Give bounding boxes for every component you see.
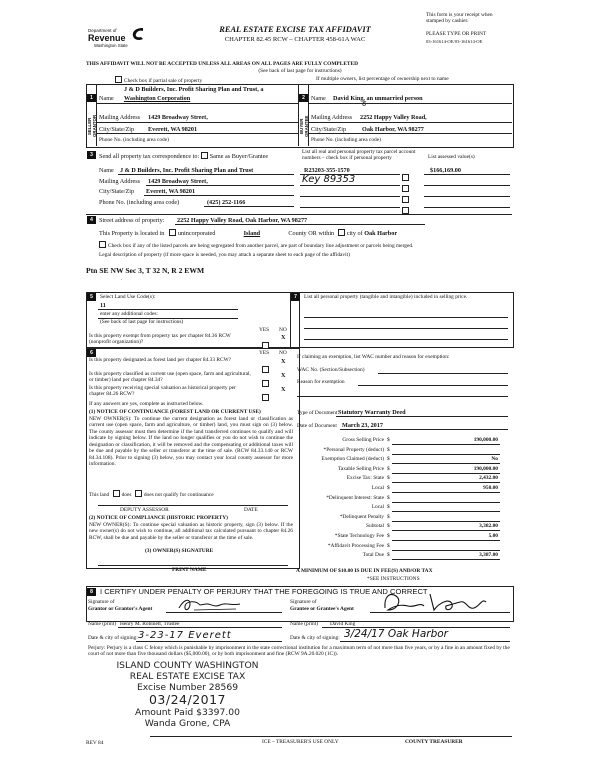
stamp-amount: Amount Paid $3397.00 <box>135 707 240 718</box>
no-header-5: NO <box>279 327 287 333</box>
grantor-date-label: Date & city of signing: <box>88 635 138 641</box>
multiple-owners-note: If multiple owners, list percentage of ownership next to name <box>316 76 449 82</box>
grantee-sig-label-1: Signature of <box>290 599 317 605</box>
city-checkbox[interactable] <box>338 229 345 236</box>
tax-row-line <box>392 502 500 503</box>
q3-no-mark[interactable]: X <box>281 386 286 393</box>
tax-row-line <box>392 492 500 493</box>
same-as-buyer-checkbox[interactable] <box>201 152 208 159</box>
tax-row-line <box>392 482 500 483</box>
grantor-date-handwritten: 3-23-17 Everett <box>138 630 232 641</box>
excise-stamp <box>80 660 295 729</box>
tax-corr-name-label: Name <box>99 167 114 174</box>
deputy-assessor-label: DEPUTY ASSESSOR <box>120 507 169 513</box>
tax-correspondence-label: Send all property tax correspondence to: <box>99 153 200 160</box>
certify-statement: I CERTIFY UNDER PENALTY OF PERJURY THAT THE FOREGOING IS TRUE AND CORRECT <box>100 587 428 596</box>
buyer-name-label: Name <box>311 95 326 102</box>
dept-small-text: Department of <box>88 28 117 33</box>
tax-corr-name-value[interactable]: J & D Builders, Inc. Profit Sharing Plan and Trust <box>120 167 254 174</box>
section-6-number: 6 <box>87 349 96 357</box>
checkbox-icon <box>262 380 269 387</box>
tax-row-line <box>392 530 500 531</box>
section-7-number: 7 <box>291 293 300 301</box>
this-land-label: This land <box>89 492 110 498</box>
parcel-number[interactable]: R23203-355-1570 <box>304 167 350 174</box>
treasurer-use-only: ICE – TREASURER'S USE ONLY <box>262 739 339 745</box>
grantee-name-value[interactable]: David King <box>330 621 356 627</box>
tax-row-currency: $ <box>387 513 390 520</box>
tax-row-currency: $ <box>387 542 390 549</box>
q1-no-mark[interactable]: X <box>281 358 286 365</box>
tax-row-label: Local <box>371 485 384 491</box>
print-note: PLEASE TYPE OR PRINT <box>426 31 487 37</box>
tax-row-currency: $ <box>387 456 390 463</box>
stamp-county: ISLAND COUNTY WASHINGTON <box>116 660 259 671</box>
checkbox-icon <box>99 241 106 248</box>
perjury-notice: Perjury: Perjury is a class C felony which is punishable by imprisonment in the state correctional institution for a maximum term of not more than five years, or by a fine in an amount fixed by the court of not more than five thousand dollars ($5,000.00), or by both imprisonment and fine (RCW 9A.20.020 (1C)). <box>88 645 510 658</box>
seller-city-label: City/State/Zip <box>99 126 135 133</box>
tax-row-currency: $ <box>387 485 390 491</box>
seller-mailing-label: Mailing Address <box>99 114 141 121</box>
stamp-tax: REAL ESTATE EXCISE TAX <box>129 671 246 682</box>
seller-name-label: Name <box>99 95 114 102</box>
minimum-due-note: A MINIMUM OF $10.00 IS DUE IN FEE(S) AND/OR TAX <box>296 568 433 574</box>
tax-corr-city-value[interactable]: Everett, WA 98201 <box>146 188 196 195</box>
seller-mailing-value[interactable]: 1429 Broadway Street, <box>148 114 208 121</box>
tax-row-currency: $ <box>387 475 390 482</box>
section-5-number: 5 <box>87 293 96 301</box>
tax-corr-mailing-label: Mailing Address <box>99 178 141 185</box>
land-use-code[interactable]: 11 <box>100 302 106 309</box>
tax-row-currency: $ <box>387 533 390 539</box>
does-not-label: does not qualify for continuance <box>143 492 214 498</box>
tax-row-value[interactable]: 5.00 <box>488 533 498 539</box>
buyer-phone-label: Phone No. (including area code) <box>311 137 381 143</box>
tax-row-value[interactable]: No <box>491 456 498 463</box>
no-header-6: NO <box>279 350 287 356</box>
tax-row-label: Taxable Selling Price <box>337 465 384 472</box>
q2-no-mark[interactable]: X <box>281 372 286 379</box>
historic-question: Is this property receiving special valuation as historical property per chapter 84.26 RCW? <box>89 385 236 398</box>
acceptance-warning: THIS AFFIDAVIT WILL NOT BE ACCEPTED UNLESS ALL AREAS ON ALL PAGES ARE FULLY COMPLETED <box>86 61 359 67</box>
wac-label: WAC No. (Section/Subsection) <box>297 367 365 373</box>
notice-2-title: (2) NOTICE OF COMPLIANCE (HISTORIC PROPERTY) <box>89 515 228 521</box>
tax-row-currency: $ <box>387 552 390 559</box>
buyer-mailing-value[interactable]: 2252 Happy Valley Road, <box>360 114 427 121</box>
tax-row-line <box>392 521 500 522</box>
seller-name-line2[interactable]: Washington Corporation <box>124 95 191 102</box>
seller-name-line1[interactable]: J & D Builders, Inc. Profit Sharing Plan and Trust, a <box>124 86 264 93</box>
tax-row-line <box>392 444 500 445</box>
print-name-label: PRINT NAME <box>172 567 207 573</box>
section-2-number: 2 <box>299 94 308 102</box>
tax-row-currency: $ <box>387 446 390 453</box>
does-label: does <box>121 492 132 498</box>
buyer-handwritten-mark: 6 <box>362 100 367 108</box>
seller-side-label: SELLER GRANTOR <box>87 114 97 138</box>
tax-row-label: *Delinquent Penalty <box>339 513 384 520</box>
parcel-handwritten-key: Key 89353 <box>302 174 356 185</box>
tax-row-label: Subtotal <box>366 523 384 530</box>
land-use-see-back: (See back of last page for instructions) <box>100 319 184 325</box>
tax-row-value[interactable]: 3,382.00 <box>479 523 498 530</box>
section-4-number: 4 <box>87 216 96 224</box>
unincorporated-checkbox[interactable] <box>169 229 176 236</box>
section-3-number: 3 <box>87 151 96 159</box>
seller-phone-label: Phone No. (including area code) <box>99 137 169 143</box>
rev-code: REV 84 <box>86 740 104 746</box>
legal-dot: . <box>121 276 123 282</box>
street-address-value[interactable]: 2252 Happy Valley Road, Oak Harbor, WA 98277 <box>177 217 308 224</box>
checkbox-icon <box>262 394 269 401</box>
tax-row-label: Excise Tax: State <box>346 475 384 482</box>
see-back-instructions: (See back of last page for instructions) <box>258 68 342 74</box>
reason-label: Reason for exemption <box>297 379 345 385</box>
same-as-buyer-label: Same as Buyer/Grantee <box>209 153 269 160</box>
assessed-value[interactable]: $166,169.00 <box>430 167 461 174</box>
tax-row-label: Total Due <box>362 552 384 559</box>
grantee-date-handwritten: 3/24/17 Oak Harbor <box>344 628 448 640</box>
unincorporated-label: unincorporated <box>177 230 216 237</box>
form-title: REAL ESTATE EXCISE TAX AFFIDAVIT <box>219 25 371 34</box>
deputy-date-label: DATE <box>244 507 258 513</box>
dept-big-text: Revenue <box>88 33 126 43</box>
buyer-name-value[interactable]: David King, an unmarried person <box>333 95 423 102</box>
forest-land-question: Is this property designated as forest land per chapter 84.33 RCW? <box>89 357 232 363</box>
located-prefix: This Property is located in <box>99 230 165 237</box>
tax-row-line <box>392 463 500 464</box>
stamp-excise-number: Excise Number 28569 <box>136 682 239 693</box>
tax-row-line <box>392 540 500 541</box>
county-value[interactable]: Island <box>243 230 261 237</box>
tax-row-value[interactable]: 2,432.00 <box>479 475 498 482</box>
parcel-header: List all real and personal property tax parcel account numbers – check box if personal property <box>302 149 416 162</box>
form-chapter: CHAPTER 82.45 RCW – CHAPTER 458-61A WAC <box>224 36 366 43</box>
doc-type-value[interactable]: Statutory Warranty Deed <box>338 409 406 416</box>
see-instructions-note: *SEE INSTRUCTIONS <box>367 576 420 582</box>
tax-row-label: Exemption Claimed (deduct) <box>321 456 384 463</box>
additional-codes-label: enter any additional codes: <box>100 311 158 317</box>
tax-row-currency: $ <box>387 504 390 511</box>
continuance-row <box>89 490 214 498</box>
partial-sale-label: Check box if partial sale of property <box>124 78 203 84</box>
tax-row-currency: $ <box>387 494 390 501</box>
legal-description-value[interactable]: Ptn SE NW Sec 3, T 32 N, R 2 EWM <box>86 266 205 275</box>
segregated-label: Check box if any of the listed parcels are being segregated from another parcel, are part of boundary line adjustment or parcels being merged. <box>108 243 414 249</box>
tax-row-label: *Personal Property (deduct) <box>323 446 384 453</box>
section-1-number: 1 <box>87 94 96 102</box>
grantee-sig-label-2: Grantee or Grantee's Agent <box>290 606 354 612</box>
tax-row-currency: $ <box>387 523 390 530</box>
tax-row-line <box>392 511 500 512</box>
grantor-sig-label-1: Signature of <box>88 599 115 605</box>
legal-description-label: Legal description of property (if more space is needed, you may attach a separate sheet to each page of the affidavit) <box>99 252 350 258</box>
county-or-label: County OR within <box>288 230 335 237</box>
land-use-label: Select Land Use Code(s): <box>100 294 156 300</box>
grantor-signature <box>176 596 246 614</box>
tax-corr-mailing-value[interactable]: 1429 Broadway Street, <box>148 178 208 185</box>
buyer-city-value[interactable]: Oak Harbor, WA 98277 <box>362 126 424 133</box>
city-value[interactable]: Oak Harbor <box>364 230 398 237</box>
does-not-checkbox[interactable] <box>135 490 142 497</box>
form-id: 03-161614-OE/03-161614-OE <box>426 39 483 44</box>
dept-state-text: Washington State <box>94 43 128 48</box>
city-of-label: city of <box>346 230 363 237</box>
grantor-sig-label-2: Grantor or Grantor's Agent <box>88 606 153 612</box>
owner-signature-label: (3) OWNER(S) SIGNATURE <box>145 548 214 554</box>
grantee-name-label: Name (print) <box>290 621 318 627</box>
buyer-side-label: BUYER GRANTEE <box>299 115 309 137</box>
tax-row-label: *State Technology Fee <box>334 533 384 539</box>
grantee-date-label: Date & city of signing: <box>290 635 340 641</box>
exempt-question: Is this property exempt from property tax per chapter 84.36 RCW (nonprofit organization)? <box>89 333 231 346</box>
grantor-name-label: Name (print) <box>88 621 116 627</box>
county-treasurer-label: COUNTY TREASURER <box>405 739 463 745</box>
property-location <box>99 229 519 237</box>
tax-corr-city-label: City/State/Zip <box>99 188 135 195</box>
section-8-number: 8 <box>87 588 96 596</box>
yes-header-5: YES <box>259 327 270 333</box>
yes-header-6: YES <box>259 350 270 356</box>
exempt-no-mark[interactable]: X <box>281 334 286 341</box>
dept-revenue-logo <box>88 25 152 51</box>
does-checkbox[interactable] <box>113 490 120 497</box>
tax-row-label: *Delinquent Interest: State <box>326 494 384 501</box>
stamp-date: 03/24/2017 <box>148 692 227 707</box>
tax-row-value[interactable]: 190,000.00 <box>473 465 498 472</box>
personal-property-label: List all personal property (tangible and intangible) included in selling price. <box>304 294 468 300</box>
exemption-label: If claiming an exemption, list WAC number and reason for exemption: <box>297 354 450 360</box>
current-use-question: Is this property classified as current use (open space, farm and agricultural, or timber) land per chapter 84.34? <box>89 371 251 384</box>
tax-row-value[interactable]: 3,387.00 <box>479 552 498 559</box>
grantee-signature <box>380 588 490 616</box>
notice-1-body: NEW OWNER(S): To continue the current designation as forest land or classification as current use (open space, farm and agriculture, or timber) land, you must sign on (3) below. The county assessor must then determine if the land transferred continues to qualify and will indicate by signing below. If the land no longer qualifies or you do not wish to continue the designation or classification, it will be removed and the compensating or additional taxes will be due and payable by the seller or transferor at the time of sale. (RCW 84.33.140 or RCW 84.34.108). Prior to signing (3) below, you may contact your local county assessor for more information. <box>89 416 293 468</box>
stamp-treasurer: Wanda Grone, CPA <box>144 718 231 729</box>
checkbox-icon <box>262 366 269 373</box>
buyer-mailing-label: Mailing Address <box>311 114 353 121</box>
notice-1-title: (1) NOTICE OF CONTINUANCE (FOREST LAND OR CURRENT USE) <box>89 409 261 415</box>
assessed-header: List assessed value(s) <box>428 154 475 160</box>
tax-row-label: Local <box>371 504 384 511</box>
doc-date-value[interactable]: March 23, 2017 <box>342 422 383 429</box>
tax-row-value[interactable]: 190,000.00 <box>473 437 498 443</box>
revenue-swoosh-icon <box>131 26 145 42</box>
tax-row-currency: $ <box>387 465 390 472</box>
tax-row-value[interactable]: 950.00 <box>483 485 498 491</box>
q3-yes-checkbox[interactable] <box>262 387 271 405</box>
tax-row-line <box>392 473 500 474</box>
tax-row-line <box>392 559 500 560</box>
tax-row-currency: $ <box>387 437 390 443</box>
doc-date-label: Date of Document <box>297 423 337 429</box>
tax-row-label: *Affidavit Processing Fee <box>327 542 384 549</box>
doc-type-label: Type of Document <box>297 410 338 416</box>
buyer-city-label: City/State/Zip <box>311 126 347 133</box>
tax-correspondence <box>99 152 268 160</box>
tax-row-label: Gross Selling Price <box>342 437 384 443</box>
checkbox-icon <box>115 76 122 83</box>
tax-row-line <box>392 550 500 551</box>
tax-row-line <box>392 454 500 455</box>
checkbox-icon <box>402 207 409 214</box>
grantor-name-value[interactable]: Henry M. Robinett, Trustee <box>120 621 180 627</box>
receipt-note: This form is your receipt when stamped by cashier. <box>426 12 493 25</box>
street-address-label: Street address of property: <box>99 217 165 224</box>
if-yes-instruction: If any answers are yes, complete as instructed below. <box>89 401 204 407</box>
segregated-checkbox-row[interactable] <box>99 241 413 249</box>
tax-corr-phone-value[interactable]: (425) 252-1166 <box>207 199 246 206</box>
tax-corr-phone-label: Phone No. (including area code) <box>99 199 180 206</box>
personal-property-checkbox-4[interactable] <box>402 200 411 218</box>
seller-city-value[interactable]: Everett, WA 98201 <box>148 126 198 133</box>
notice-2-body: NEW OWNER(S): To continue special valuation as historic property, sign (3) below. If the new owner(s) do not wish to continue, all additional tax calculated pursuant to chapter 84.26 RCW, shall be due and payable by the seller or transferor at the time of sale. <box>89 522 293 541</box>
